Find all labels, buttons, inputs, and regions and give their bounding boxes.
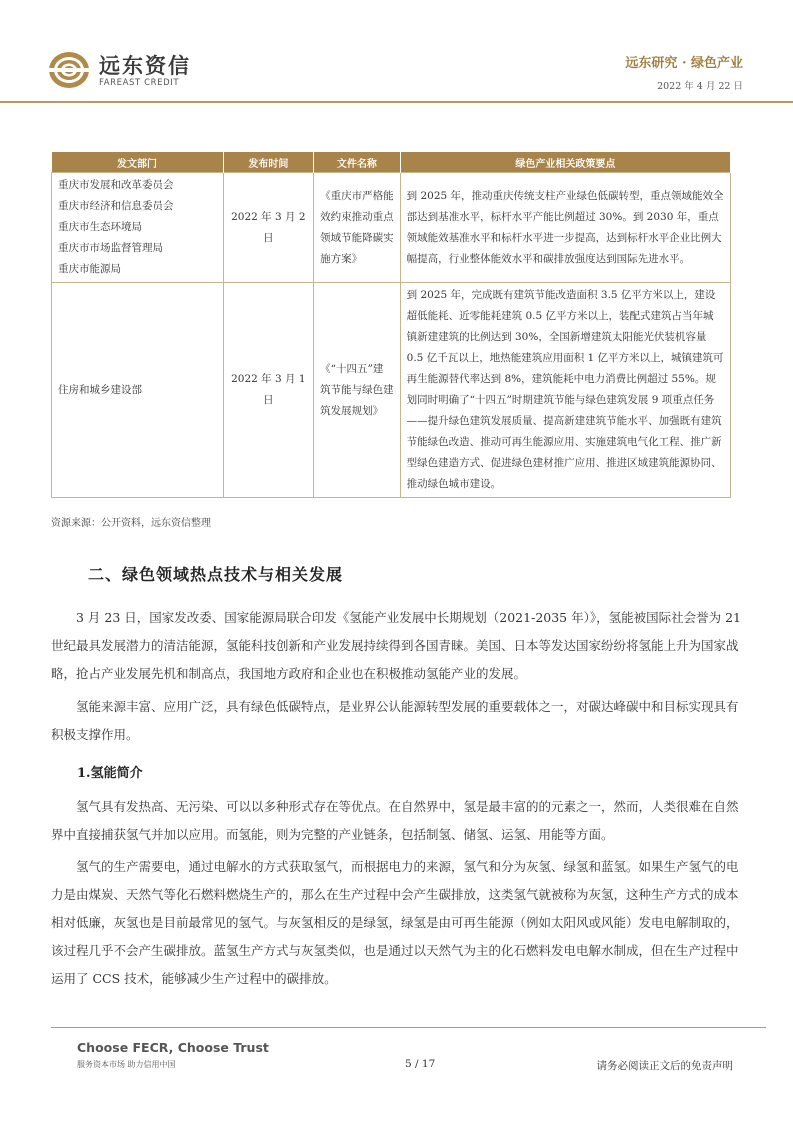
table-row bbox=[52, 283, 731, 498]
paragraph: 氢气的生产需要电，通过电解水的方式获取氢气，而根据电力的来源，氢气和分为灰氢、绿氢和蓝氢。如果生产氢气的电力是由煤炭、天然气等化石燃料燃烧生产的，那么在生产过程中会产生碳排放，这类氢气就被称为灰氢，这种生产方式的成本相对低廉，灰氢也是目前最常见的氢气。与灰氢相反的是绿氢，绿氢是由可再生能源（例如太阳风或风能）发电电解制取的，该过程几乎不会产生碳排放。蓝氢生产方式与灰氢类似，也是通过以天然气为主的化石燃料发电电解水制成，但在生产过程中运用了 CCS 技术，能够减少生产过程中的碳排放。 bbox=[51, 859, 739, 986]
logo-chinese-text: 远东资信 bbox=[99, 54, 191, 78]
page-number: 5 / 17 bbox=[405, 1058, 436, 1070]
table-cell-key-points: 到 2025 年，推动重庆传统支柱产业绿色低碳转型，重点领域能效全部达到基准水平，标杆水平产能比例超过 30%。到 2030 年，重点领域能效基准水平和标杆水平进一步提高，达到标杆水平企业比例大幅提高，行业整体能效水平和碳排放强度达到国际先进水平。 bbox=[400, 173, 730, 283]
table-cell-dept bbox=[52, 283, 224, 498]
dept-name: 住房和城乡建设部 bbox=[58, 383, 142, 396]
dept-name: 重庆市发展和改革委员会 bbox=[58, 179, 174, 191]
table-header-date: 发布时间 bbox=[223, 152, 314, 173]
logo-english-text: FAREAST CREDIT bbox=[99, 78, 180, 88]
table-cell-file: 《重庆市严格能效约束推动重点领域节能降碳实施方案》 bbox=[314, 173, 401, 283]
footer-slogan: Choose FECR, Choose Trust bbox=[77, 1040, 269, 1055]
paragraph: 氢能来源丰富、应用广泛，具有绿色低碳特点，是业界公认能源转型发展的重要载体之一，对碳达峰碳中和目标实现具有积极支撑作用。 bbox=[51, 699, 739, 742]
table-cell-dept bbox=[52, 173, 224, 283]
table-cell-file: 《“十四五”建筑节能与绿色建筑发展规划》 bbox=[314, 283, 401, 498]
table-cell-date: 2022 年 3 月 2 日 bbox=[223, 173, 314, 283]
paragraph: 氢气具有发热高、无污染、可以以多种形式存在等优点。在自然界中，氢是最丰富的的元素之一，然而，人类很难在自然界中直接捕获氢气并加以应用。而氢能，则为完整的产业链条，包括制氢、储氢、运氢、用能等方面。 bbox=[51, 799, 739, 842]
dept-name: 重庆市市场监督管理局 bbox=[58, 242, 163, 254]
table-cell-date: 2022 年 3 月 1 日 bbox=[223, 283, 314, 498]
paragraph: 3 月 23 日，国家发改委、国家能源局联合印发《氢能产业发展中长期规划（2021-2035 年）》，氢能被国际社会誉为 21 世纪最具发展潜力的清洁能源，氢能科技创新和产业发展持续得到各国青睐。美国、日本等发达国家纷纷将氢能上升为国家战略，抢占产业发展先机和制高点，我国地方政府和企业也在积极推动氢能产业的发展。 bbox=[51, 610, 741, 681]
footer-slogan-sub: 服务资本市场 助力信用中国 bbox=[77, 1060, 176, 1069]
footer-divider bbox=[51, 1027, 766, 1028]
header-section-title: 远东研究 · 绿色产业 bbox=[625, 56, 743, 71]
table-source-note: 资源来源：公开资料，远东资信整理 bbox=[51, 518, 211, 529]
table-header-file: 文件名称 bbox=[314, 152, 401, 173]
policy-table bbox=[51, 152, 731, 498]
table-header-key-points: 绿色产业相关政策要点 bbox=[400, 152, 730, 173]
dept-name: 重庆市生态环境局 bbox=[58, 221, 142, 233]
fareast-logo-icon bbox=[47, 50, 91, 90]
dept-name: 重庆市经济和信息委员会 bbox=[58, 200, 174, 212]
subheading: 1.氢能简介 bbox=[77, 766, 143, 781]
dept-name: 重庆市能源局 bbox=[58, 263, 121, 275]
table-header-dept: 发文部门 bbox=[52, 152, 224, 173]
table-header-row bbox=[52, 152, 731, 173]
footer-disclaimer: 请务必阅读正文后的免责声明 bbox=[596, 1060, 733, 1072]
section-heading: 二、绿色领域热点技术与相关发展 bbox=[88, 565, 344, 584]
table-row bbox=[52, 173, 731, 283]
header-date: 2022 年 4 月 22 日 bbox=[657, 81, 743, 92]
header-divider bbox=[0, 101, 793, 103]
table-cell-key-points: 到 2025 年，完成既有建筑节能改造面积 3.5 亿平方米以上，建设超低能耗、近零能耗建筑 0.5 亿平方米以上，装配式建筑占当年城镇新建建筑的比例达到 30%，全国新增建筑太阳能光伏装机容量 0.5 亿千瓦以上，地热能建筑应用面积 1 亿平方米以上，城镇建筑可再生能源替代率达到 8%，建筑能耗中电力消费比例超过 55%。规划同时明确了“十四五”时期建筑节能与绿色建筑发展 9 项重点任务——提升绿色建筑发展质量、提高新建建筑节能水平、加强既有建筑节能绿色改造、推动可再生能源应用、实施建筑电气化工程、推广新型绿色建造方式、促进绿色建材推广应用、推进区域建筑能源协同、推动绿色城市建设。 bbox=[400, 283, 730, 498]
